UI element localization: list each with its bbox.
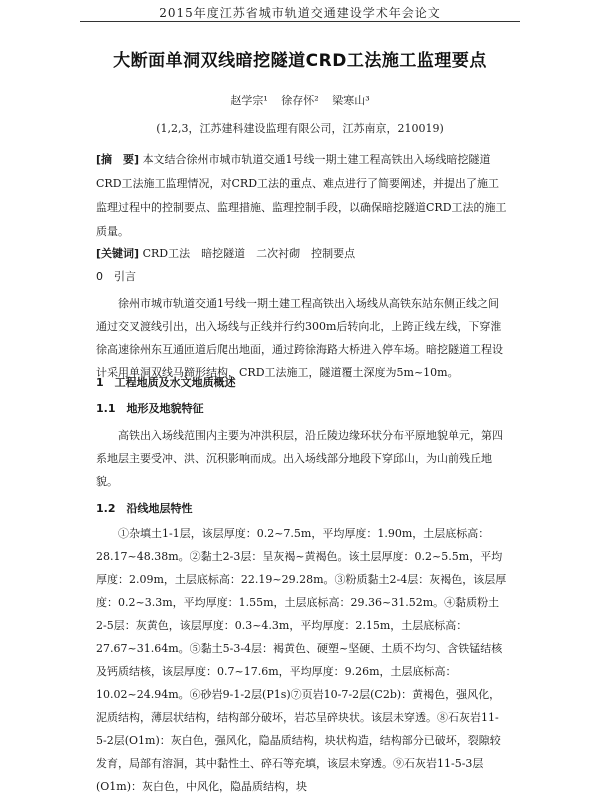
- section-text-intro: 徐州市城市轨道交通1号线一期土建工程高铁出入场线从高铁东站东侧正线之间通过交叉渡线引出，出入场线与正线并行约300m后转向北，上跨正线左线，下穿淮徐高速徐州东互通匝道后爬出地面，通过跨徐海路大桥进入停车场。暗挖隧道工程设计采用单洞双线马蹄形结构，CRD工法施工，隧道覆土深度为5m~10m。: [96, 297, 503, 379]
- running-header: 2015年度江苏省城市轨道交通建设学术年会论文: [159, 6, 441, 20]
- section-heading-1-2: 1.2 沿线地层特性: [96, 502, 193, 515]
- keywords-label: [关键词]: [96, 247, 140, 260]
- author-2: 徐存怀²: [281, 94, 319, 107]
- section-heading-intro: 0 引言: [96, 270, 136, 283]
- author-list: [0, 92, 600, 108]
- abstract-label: [摘 要]: [96, 153, 140, 166]
- affiliation: (1,2,3，江苏建科建设监理有限公司，江苏南京，210019): [156, 122, 444, 135]
- section-heading-1: 1 工程地质及水文地质概述: [96, 376, 236, 389]
- keywords-text: CRD工法 暗挖隧道 二次衬砌 控制要点: [142, 247, 356, 260]
- abstract: [96, 148, 508, 244]
- section-heading-1-1: 1.1 地形及地貌特征: [96, 402, 204, 415]
- section-text-1-2: ①杂填土1-1层，该层厚度：0.2~7.5m，平均厚度：1.90m，土层底标高：28.17~48.38m。②黏土2-3层：呈灰褐~黄褐色。该土层厚度：0.2~5.5m，平均厚度：2.09m，土层底标高：22.19~29.28m。③粉质黏土2-4层：灰褐色，该层厚度：0.2~3.3m，平均厚度：1.55m，土层底标高：29.36~31.52m。④黏质粉土2-5层：灰黄色，该层厚度：0.3~4.3m，平均厚度：2.15m，土层底标高：27.67~31.64m。⑤黏土5-3-4层：褐黄色、硬塑~坚硬、土质不均匀、含铁锰结核及钙质结核，该层厚度：0.7~17.6m，平均厚度：9.26m，土层底标高：10.02~24.94m。⑥砂岩9-1-2层(P1s)⑦页岩10-7-2层(C2b)：黄褐色，强风化，泥质结构，薄层状结构，结构部分破坏，岩芯呈碎块状。该层未穿透。⑧石灰岩11-5-2层(O1m)：灰白色，强风化，隐晶质结构，块状构造，结构部分已破坏，裂隙较发育，局部有溶洞，其中黏性土、碎石等充填，该层未穿透。⑨石灰岩11-5-3层(O1m)：灰白色，中风化，隐晶质结构，块: [96, 527, 507, 793]
- paper-title: 大断面单洞双线暗挖隧道CRD工法施工监理要点: [113, 51, 487, 71]
- author-1: 赵学宗¹: [230, 94, 268, 107]
- abstract-text: 本文结合徐州市城市轨道交通1号线一期土建工程高铁出入场线暗挖隧道CRD工法施工监理情况，对CRD工法的重点、难点进行了简要阐述，并提出了施工监理过程中的控制要点、监理措施、监理控制手段，以确保暗挖隧道CRD工法的施工质量。: [96, 153, 507, 238]
- section-text-1-1: 高铁出入场线范围内主要为冲洪积层，沿丘陵边缘环状分布平原地貌单元，第四系地层主要受冲、洪、沉积影响而成。出入场线部分地段下穿邱山，为山前残丘地貌。: [96, 429, 503, 488]
- header-rule: [80, 21, 520, 22]
- keywords: [96, 242, 508, 266]
- author-3: 梁寒山³: [332, 94, 370, 107]
